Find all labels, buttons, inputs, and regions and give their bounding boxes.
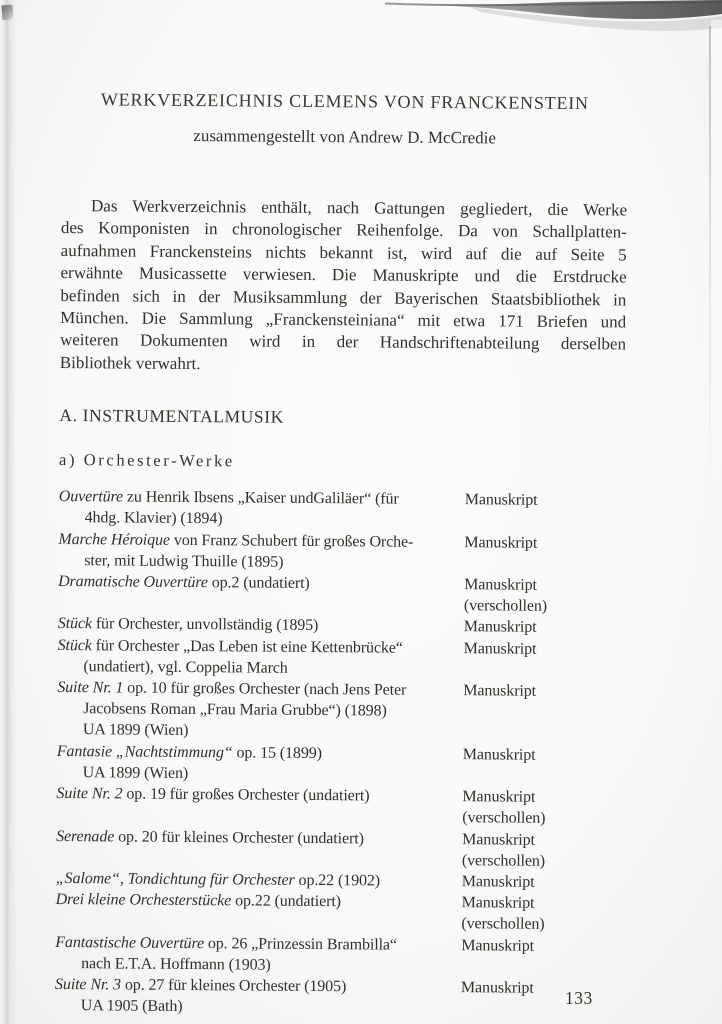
works-list bbox=[55, 486, 625, 1021]
work-title-line bbox=[58, 571, 464, 595]
work-entry bbox=[56, 825, 622, 872]
work-title-italic-segment: Ouvertüre bbox=[58, 488, 124, 506]
work-title-italic-segment: Fantastische Ouvertüre bbox=[55, 933, 205, 952]
work-status-line: Manuskript bbox=[462, 745, 536, 764]
work-title-italic-segment: „Salome“, Tondichtung für Orchester bbox=[55, 869, 295, 889]
work-title bbox=[56, 783, 462, 807]
work-status bbox=[464, 532, 624, 554]
work-title-segment: op. 20 für kleines Orchester (undatiert) bbox=[114, 827, 364, 847]
work-title bbox=[55, 931, 461, 977]
work-status-line: Manuskript bbox=[463, 682, 537, 700]
work-title-segment: op. 19 für großes Orchester (undatiert) bbox=[122, 785, 370, 805]
work-title bbox=[57, 635, 463, 681]
page-number: 133 bbox=[565, 988, 593, 1008]
work-title-segment: ster, mit Ludwig Thuille (1895) bbox=[84, 552, 284, 571]
intro-line: Bibliothek verwahrt. bbox=[59, 352, 201, 373]
work-title-segment: op.22 (undatiert) bbox=[231, 892, 342, 911]
page-left-edge-shadow bbox=[0, 0, 16, 1024]
work-title-segment: von Franz Schubert für großes Orche- bbox=[169, 531, 414, 551]
work-title-segment: op.2 (undatiert) bbox=[207, 574, 310, 593]
work-title-line bbox=[56, 783, 462, 807]
work-title-segment: für Orchester, unvollständig (1895) bbox=[91, 615, 319, 635]
intro-line: weiteren Dokumenten wird in der Handschriftenabteilung derselben bbox=[59, 330, 627, 354]
work-entry bbox=[59, 486, 625, 533]
work-status bbox=[462, 871, 622, 893]
work-title bbox=[56, 825, 462, 849]
intro-line: München. Die Sammlung „Franckensteiniana“ mit etwa 171 Briefen und bbox=[60, 308, 627, 332]
work-entry bbox=[55, 889, 621, 936]
page-title: WERKVERZEICHNIS CLEMENS VON FRANCKENSTEIN bbox=[100, 89, 589, 114]
work-title-segment: op. 26 „Prinzessin Brambilla“ bbox=[203, 934, 398, 954]
work-status-line: Manuskript bbox=[462, 830, 535, 849]
work-title bbox=[57, 741, 463, 787]
intro-line: des Komponisten in chronologischer Reihenfolge. Da von Schallplatten- bbox=[60, 218, 627, 242]
work-title-italic-segment: Marche Héroique bbox=[58, 530, 171, 549]
work-title-italic-segment: Fantasie „Nachtstimmung“ bbox=[56, 742, 233, 762]
work-title-segment: op.22 (1902) bbox=[294, 871, 381, 890]
work-title-segment: 4hdg. Klavier) (1894) bbox=[84, 509, 223, 528]
work-status-line: (verschollen) bbox=[462, 809, 546, 828]
work-status bbox=[462, 829, 622, 873]
work-title-segment: op. 10 für großes Orchester (nach Jens Peter bbox=[123, 679, 407, 699]
work-entry bbox=[57, 635, 623, 682]
compiler-credit: zusammengestellt von Andrew D. McCredie bbox=[193, 126, 497, 148]
work-status bbox=[464, 617, 624, 639]
work-title bbox=[56, 889, 462, 913]
work-status bbox=[464, 574, 624, 618]
work-status-line: Manuskript bbox=[463, 639, 537, 658]
work-title bbox=[59, 486, 465, 532]
work-title-line bbox=[58, 529, 464, 553]
work-status-line: Manuskript bbox=[464, 576, 537, 594]
work-title-italic-segment: Suite Nr. 1 bbox=[57, 679, 124, 697]
work-entry bbox=[55, 974, 621, 1021]
work-status-line: Manuskript bbox=[460, 979, 534, 997]
page-content bbox=[55, 88, 628, 1021]
intro-line: befinden sich in der Musiksammlung der Bayerischen Staatsbibliothek in bbox=[60, 285, 627, 310]
work-status-line: (verschollen) bbox=[461, 851, 546, 870]
work-title-segment: zu Henrik Ibsens „Kaiser undGaliläer“ (für bbox=[122, 488, 399, 508]
work-status-line: Manuskript bbox=[463, 618, 537, 637]
work-entry bbox=[57, 741, 623, 788]
work-status-line: Manuskript bbox=[462, 788, 536, 806]
work-status bbox=[461, 977, 621, 999]
book-binding-shadow bbox=[0, 0, 722, 48]
work-title-italic-segment: Stück bbox=[57, 636, 92, 654]
work-title-line bbox=[55, 931, 461, 955]
work-entry bbox=[56, 783, 622, 830]
work-title-line bbox=[57, 741, 463, 765]
work-status bbox=[464, 638, 624, 660]
work-title-italic-segment: Suite Nr. 2 bbox=[56, 785, 123, 803]
work-title-italic-segment: Serenade bbox=[56, 827, 115, 845]
work-title-italic-segment: Drei kleine Orchesterstücke bbox=[55, 891, 232, 910]
work-entry bbox=[55, 931, 621, 978]
work-title-segment: UA 1899 (Wien) bbox=[82, 721, 189, 740]
work-status bbox=[463, 680, 623, 702]
work-title-segment: op. 27 für kleines Orchester (1905) bbox=[120, 976, 347, 996]
intro-line: erwähnte Musicassette verwiesen. Die Manuskripte und die Erstdrucke bbox=[60, 263, 627, 287]
work-title-segment: (undatiert), vgl. Coppelia March bbox=[83, 658, 288, 677]
work-status bbox=[461, 892, 621, 936]
work-title-italic-segment: Stück bbox=[57, 615, 93, 633]
work-title-segment: Jacobsens Roman „Frau Maria Grubbe“) (1898) bbox=[83, 700, 387, 720]
intro-line: aufnahmen Franckensteins nichts bekannt ist, wird auf die auf Seite 5 bbox=[60, 240, 627, 265]
work-title-segment: UA 1905 (Bath) bbox=[80, 997, 183, 1016]
work-status bbox=[463, 744, 623, 766]
work-title-italic-segment: Dramatische Ouvertüre bbox=[58, 573, 208, 592]
work-title-segment: nach E.T.A. Hoffmann (1903) bbox=[81, 954, 271, 974]
page-right-edge-highlight bbox=[711, 20, 722, 620]
work-title bbox=[57, 677, 463, 744]
work-status-line: Manuskript bbox=[461, 873, 535, 891]
work-status bbox=[462, 786, 622, 830]
work-status bbox=[465, 489, 625, 511]
work-title-segment: op. 15 (1899) bbox=[232, 744, 322, 762]
work-status-line: Manuskript bbox=[464, 533, 538, 552]
work-status-line: Manuskript bbox=[464, 491, 538, 509]
work-status-line: (verschollen) bbox=[461, 915, 545, 934]
work-title-segment: UA 1899 (Wien) bbox=[82, 764, 189, 782]
intro-line: Das Werkverzeichnis enthält, nach Gattungen gegliedert, die Werke bbox=[91, 196, 628, 220]
work-status-line: (verschollen) bbox=[463, 597, 548, 616]
work-title-line bbox=[58, 635, 464, 659]
work-title-line bbox=[56, 825, 462, 849]
work-entry bbox=[58, 571, 624, 618]
work-title bbox=[55, 974, 461, 1020]
work-entry bbox=[57, 677, 623, 745]
work-status-line: Manuskript bbox=[461, 936, 535, 955]
work-status bbox=[461, 935, 621, 957]
work-entry bbox=[58, 529, 624, 576]
work-title bbox=[58, 571, 464, 595]
section-heading: A. INSTRUMENTALMUSIK bbox=[59, 405, 285, 428]
work-title-line bbox=[55, 995, 461, 1019]
work-status-line: Manuskript bbox=[461, 894, 535, 912]
work-title-segment: für Orchester „Das Leben ist eine Kettenbrücke“ bbox=[91, 636, 403, 657]
subsection-heading: a) Orchester-Werke bbox=[59, 450, 235, 471]
intro-paragraph bbox=[60, 195, 627, 379]
work-title bbox=[58, 529, 464, 575]
work-title-italic-segment: Suite Nr. 3 bbox=[54, 975, 122, 994]
work-title-line bbox=[56, 889, 462, 913]
